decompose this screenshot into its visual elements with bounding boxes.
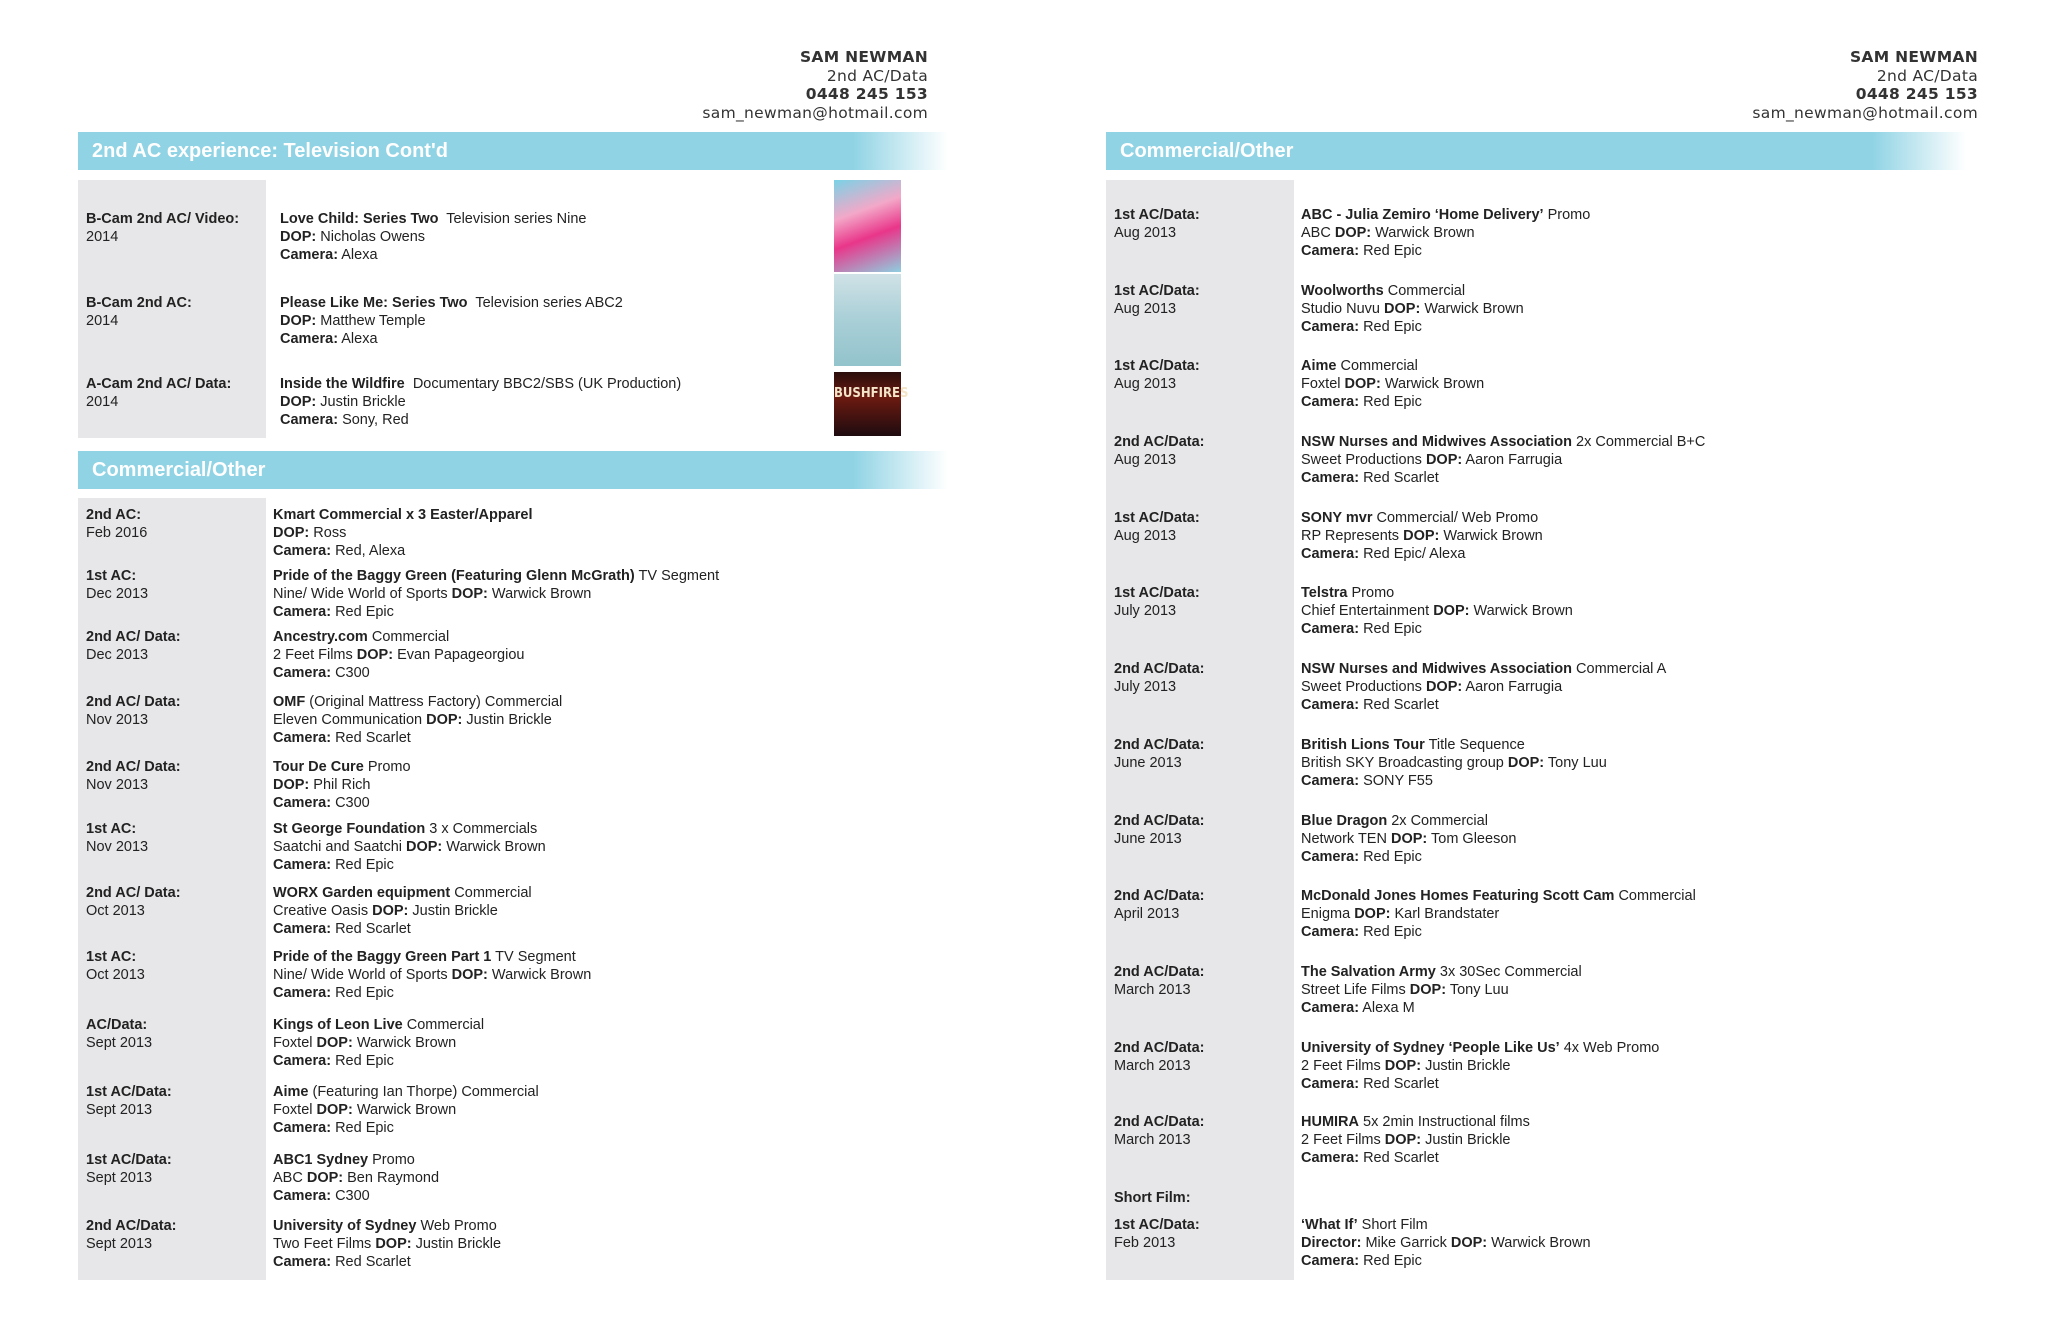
entry-role: 2nd AC/Data: <box>1114 434 1205 450</box>
entry-date: Nov 2013 <box>86 839 149 855</box>
entry-type: (Original Mattress Factory) Commercial <box>309 694 563 710</box>
camera-value: Red Scarlet <box>1363 697 1439 713</box>
entry-title: St George Foundation <box>273 821 426 837</box>
dop-value: Justin Brickle <box>412 903 498 919</box>
entry-title: HUMIRA <box>1301 1114 1359 1130</box>
contact-name: SAM NEWMAN <box>799 48 928 66</box>
director-label: Director: <box>1301 1235 1362 1251</box>
entry-type: Promo <box>1351 585 1395 601</box>
entry-date: July 2013 <box>1114 603 1177 619</box>
camera-value: Red Epic <box>335 1120 394 1136</box>
entry-title: The Salvation Army <box>1301 964 1436 980</box>
entry-role: 2nd AC/Data: <box>1114 888 1205 904</box>
dop-value: Phil Rich <box>313 777 371 793</box>
entry-type: Documentary BBC2/SBS (UK Production) <box>412 376 682 392</box>
dop-value: Matthew Temple <box>320 313 426 329</box>
entry-type: 3 x Commercials <box>429 821 538 837</box>
resume-page-left <box>0 0 960 1325</box>
contact-phone: 0448 245 153 <box>1855 85 1978 103</box>
camera-value: Red, Alexa <box>335 543 406 559</box>
dop-value: Warwick Brown <box>491 967 592 983</box>
camera-value: Red Scarlet <box>335 730 411 746</box>
entry-role: 1st AC/Data: <box>1114 1217 1200 1233</box>
camera-value: C300 <box>335 665 370 681</box>
camera-value: Alexa M <box>1362 1000 1415 1016</box>
entry-role: AC/Data: <box>86 1017 148 1033</box>
entry-role: 2nd AC/Data: <box>1114 964 1205 980</box>
camera-label: Camera: <box>280 412 339 428</box>
entry-type: Title Sequence <box>1428 737 1525 753</box>
entry-date: Aug 2013 <box>1114 452 1177 468</box>
entry-type: Commercial <box>371 629 450 645</box>
camera-value: C300 <box>335 1188 370 1204</box>
dop-label: DOP: <box>1384 1058 1422 1074</box>
entry-date: Dec 2013 <box>86 647 149 663</box>
production-company: Chief Entertainment <box>1301 603 1430 619</box>
camera-label: Camera: <box>280 331 339 347</box>
dop-label: DOP: <box>372 903 409 919</box>
dop-value: Warwick Brown <box>1443 528 1543 544</box>
section-heading-commercial: Commercial/Other <box>1106 132 1966 170</box>
camera-value: SONY F55 <box>1363 773 1433 789</box>
dop-label: DOP: <box>1344 376 1381 392</box>
entry-date: Sept 2013 <box>86 1035 153 1051</box>
camera-value: Red Scarlet <box>1363 470 1439 486</box>
camera-label: Camera: <box>1301 1253 1360 1269</box>
camera-label: Camera: <box>273 1254 332 1270</box>
entry-date: July 2013 <box>1114 679 1177 695</box>
production-company: Foxtel <box>273 1035 313 1051</box>
entry-title: Pride of the Baggy Green Part 1 <box>273 949 492 965</box>
camera-value: Red Epic <box>335 857 394 873</box>
contact-title: 2nd AC/Data <box>1876 66 1978 85</box>
dop-label: DOP: <box>406 839 443 855</box>
entry-title: Inside the Wildfire <box>280 376 405 392</box>
dop-value: Justin Brickle <box>1425 1132 1511 1148</box>
entry-role: 2nd AC/ Data: <box>86 759 181 775</box>
production-company: RP Represents <box>1301 528 1400 544</box>
entry-title: NSW Nurses and Midwives Association <box>1301 661 1572 677</box>
entry-role: 2nd AC/ Data: <box>86 885 181 901</box>
contact-name: SAM NEWMAN <box>1849 48 1978 66</box>
entry-title: Please Like Me: Series Two <box>280 295 468 311</box>
production-company: Foxtel <box>273 1102 313 1118</box>
tv-section <box>78 180 909 438</box>
camera-value: Red Scarlet <box>335 921 411 937</box>
entry-type: Commercial <box>1340 358 1418 374</box>
production-company: Sweet Productions <box>1301 679 1422 695</box>
please-like-me-cover-image <box>834 274 901 366</box>
bushfires-cover-title: BUSHFIRES <box>834 386 909 401</box>
entry-type: 4x Web Promo <box>1563 1040 1660 1056</box>
camera-label: Camera: <box>273 665 332 681</box>
contact-header <box>1752 48 1978 122</box>
camera-label: Camera: <box>273 1120 332 1136</box>
dop-label: DOP: <box>273 777 310 793</box>
dop-label: DOP: <box>280 394 317 410</box>
dop-label: DOP: <box>375 1236 412 1252</box>
entry-title: Aime <box>1301 358 1337 374</box>
dop-value: Evan Papageorgiou <box>397 647 525 663</box>
entry-type: Commercial <box>406 1017 485 1033</box>
entry-title: ABC - Julia Zemiro ‘Home Delivery’ <box>1301 207 1544 223</box>
entry-role: 1st AC/Data: <box>86 1084 172 1100</box>
entry-date: Feb 2013 <box>1114 1235 1176 1251</box>
dop-value: Warwick Brown <box>1384 376 1485 392</box>
entry-type: 3x 30Sec Commercial <box>1439 964 1582 980</box>
entry-title: SONY mvr <box>1301 510 1373 526</box>
entry-role: 2nd AC: <box>86 507 142 523</box>
dop-label: DOP: <box>273 525 310 541</box>
entry-type: 2x Commercial B+C <box>1576 434 1706 450</box>
entry-type: TV Segment <box>495 949 576 965</box>
entry-type: Promo <box>372 1152 415 1168</box>
entry-title: WORX Garden equipment <box>273 885 451 901</box>
dop-value: Aaron Farrugia <box>1465 679 1563 695</box>
camera-label: Camera: <box>1301 1150 1360 1166</box>
entry-role: 1st AC/Data: <box>1114 510 1200 526</box>
dop-label: DOP: <box>306 1170 344 1186</box>
entry-date: Feb 2016 <box>86 525 148 541</box>
camera-label: Camera: <box>1301 394 1360 410</box>
dop-label: DOP: <box>1390 831 1428 847</box>
camera-label: Camera: <box>1301 849 1360 865</box>
entry-type: Commercial/ Web Promo <box>1376 510 1539 526</box>
dop-label: DOP: <box>280 229 317 245</box>
entry-date: March 2013 <box>1114 1132 1191 1148</box>
entry-date: 2014 <box>86 313 119 329</box>
entry-title: Love Child: Series Two <box>280 211 439 227</box>
dop-value: Ben Raymond <box>347 1170 440 1186</box>
entry-type: 2x Commercial <box>1391 813 1488 829</box>
production-company: Sweet Productions <box>1301 452 1422 468</box>
entry-role: 2nd AC/Data: <box>1114 737 1205 753</box>
camera-label: Camera: <box>1301 470 1360 486</box>
camera-value: Red Epic/ Alexa <box>1363 546 1466 562</box>
dop-value: Tony Luu <box>1547 755 1607 771</box>
entry-date: Oct 2013 <box>86 903 145 919</box>
entry-date: Aug 2013 <box>1114 225 1177 241</box>
section-heading-tv: 2nd AC experience: Television Cont'd <box>78 132 948 170</box>
camera-label: Camera: <box>273 543 332 559</box>
production-company: British SKY Broadcasting group <box>1301 755 1504 771</box>
dop-label: DOP: <box>1334 225 1372 241</box>
contact-phone: 0448 245 153 <box>805 85 928 103</box>
entry-date: Sept 2013 <box>86 1236 153 1252</box>
dop-label: DOP: <box>316 1035 353 1051</box>
dop-label: DOP: <box>1409 982 1447 998</box>
camera-value: C300 <box>335 795 370 811</box>
entry-date: Nov 2013 <box>86 777 149 793</box>
entry-date: June 2013 <box>1114 755 1182 771</box>
dop-value: Justin Brickle <box>466 712 552 728</box>
camera-label: Camera: <box>1301 697 1360 713</box>
entry-title: University of Sydney <box>273 1218 417 1234</box>
entry-role: 2nd AC/Data: <box>1114 813 1205 829</box>
entry-role: 2nd AC/ Data: <box>86 694 181 710</box>
dop-label: DOP: <box>280 313 317 329</box>
production-company: Nine/ Wide World of Sports <box>273 967 448 983</box>
production-company: 2 Feet Films <box>1301 1132 1381 1148</box>
production-company: Network TEN <box>1301 831 1387 847</box>
entry-date: 2014 <box>86 229 119 245</box>
camera-value: Sony, Red <box>342 412 409 428</box>
entry-title: NSW Nurses and Midwives Association <box>1301 434 1572 450</box>
camera-value: Red Epic <box>1363 849 1422 865</box>
production-company: 2 Feet Films <box>1301 1058 1381 1074</box>
entry-title: Woolworths <box>1301 283 1384 299</box>
entry-role: 1st AC/Data: <box>1114 585 1200 601</box>
production-company: Two Feet Films <box>273 1236 372 1252</box>
entry-title: Ancestry.com <box>273 629 368 645</box>
camera-value: Red Epic <box>335 1053 394 1069</box>
camera-value: Red Epic <box>1363 319 1422 335</box>
production-company: Foxtel <box>1301 376 1341 392</box>
entry-type: 5x 2min Instructional films <box>1363 1114 1530 1130</box>
entry-date: Nov 2013 <box>86 712 149 728</box>
camera-label: Camera: <box>1301 1000 1360 1016</box>
entry-role: 1st AC/Data: <box>1114 207 1200 223</box>
entry-role: 2nd AC/Data: <box>86 1218 177 1234</box>
production-company: Eleven Communication <box>273 712 423 728</box>
dop-value: Warwick Brown <box>356 1035 457 1051</box>
camera-label: Camera: <box>1301 621 1360 637</box>
camera-value: Red Epic <box>1363 243 1422 259</box>
entry-title: Blue Dragon <box>1301 813 1388 829</box>
dop-label: DOP: <box>426 712 463 728</box>
camera-label: Camera: <box>273 921 332 937</box>
production-company: Studio Nuvu <box>1301 301 1380 317</box>
dop-label: DOP: <box>316 1102 353 1118</box>
entry-date: Sept 2013 <box>86 1102 153 1118</box>
dop-value: Justin Brickle <box>1425 1058 1511 1074</box>
entry-date: Aug 2013 <box>1114 301 1177 317</box>
production-company: Enigma <box>1301 906 1351 922</box>
dop-value: Warwick Brown <box>1491 1235 1591 1251</box>
camera-label: Camera: <box>1301 546 1360 562</box>
camera-value: Red Epic <box>1363 924 1422 940</box>
entry-title: Tour De Cure <box>273 759 364 775</box>
entry-title: ABC1 Sydney <box>273 1152 369 1168</box>
dop-label: DOP: <box>1425 452 1463 468</box>
entry-role: B-Cam 2nd AC/ Video: <box>86 211 240 227</box>
camera-value: Red Scarlet <box>335 1254 411 1270</box>
bushfires-cover-image <box>834 372 909 436</box>
camera-label: Camera: <box>273 857 332 873</box>
camera-label: Camera: <box>273 1188 332 1204</box>
entry-title: University of Sydney ‘People Like Us’ <box>1301 1040 1560 1056</box>
entry-role: 1st AC: <box>86 949 137 965</box>
camera-label: Camera: <box>1301 924 1360 940</box>
entry-role: 2nd AC/ Data: <box>86 629 181 645</box>
dop-value: Justin Brickle <box>320 394 406 410</box>
dop-value: Warwick Brown <box>1473 603 1573 619</box>
entry-type: Commercial <box>454 885 532 901</box>
commercial-section-right <box>1106 180 1930 1280</box>
entry-title: Aime <box>273 1084 309 1100</box>
dop-value: Warwick Brown <box>446 839 546 855</box>
entry-role: 1st AC/Data: <box>1114 358 1200 374</box>
dop-label: DOP: <box>1450 1235 1488 1251</box>
production-company: Saatchi and Saatchi <box>273 839 402 855</box>
camera-value: Red Epic <box>335 604 394 620</box>
entry-type: Commercial <box>1618 888 1696 904</box>
entry-type: Television series Nine <box>446 211 587 227</box>
entry-role: 1st AC: <box>86 821 137 837</box>
dop-value: Justin Brickle <box>415 1236 502 1252</box>
entry-date: Aug 2013 <box>1114 376 1177 392</box>
entry-date: Aug 2013 <box>1114 528 1177 544</box>
entry-title: ‘What If’ <box>1301 1217 1358 1233</box>
dop-value: Aaron Farrugia <box>1465 452 1563 468</box>
dop-label: DOP: <box>451 586 488 602</box>
camera-value: Red Scarlet <box>1363 1076 1439 1092</box>
production-company: ABC <box>273 1170 303 1186</box>
camera-label: Camera: <box>273 604 332 620</box>
entry-date: June 2013 <box>1114 831 1182 847</box>
entry-type: Web Promo <box>420 1218 497 1234</box>
camera-value: Red Epic <box>1363 394 1422 410</box>
entry-role: 2nd AC/Data: <box>1114 1040 1205 1056</box>
entry-role: A-Cam 2nd AC/ Data: <box>86 376 232 392</box>
entry-type: (Featuring Ian Thorpe) Commercial <box>312 1084 539 1100</box>
commercial-section-left <box>78 498 902 1280</box>
camera-label: Camera: <box>1301 773 1360 789</box>
dop-value: Karl Brandstater <box>1394 906 1500 922</box>
entry-type: TV Segment <box>638 568 720 584</box>
camera-label: Camera: <box>1301 1076 1360 1092</box>
camera-value: Alexa <box>341 247 378 263</box>
camera-label: Camera: <box>1301 319 1360 335</box>
entry-date: 2014 <box>86 394 119 410</box>
camera-value: Red Scarlet <box>1363 1150 1439 1166</box>
dop-value: Warwick Brown <box>1424 301 1524 317</box>
entry-role: 2nd AC/Data: <box>1114 1114 1205 1130</box>
entry-role: 1st AC/Data: <box>1114 283 1200 299</box>
dop-label: DOP: <box>1384 1132 1422 1148</box>
entry-date: March 2013 <box>1114 982 1191 998</box>
contact-header <box>702 48 928 122</box>
dop-value: Warwick Brown <box>491 586 592 602</box>
camera-label: Camera: <box>280 247 339 263</box>
love-child-cover-image <box>834 180 901 272</box>
section-heading-commercial: Commercial/Other <box>78 451 948 489</box>
director-value: Mike Garrick <box>1365 1235 1447 1251</box>
camera-value: Red Epic <box>1363 621 1422 637</box>
resume-page-right <box>1028 0 2048 1325</box>
camera-value: Red Epic <box>1363 1253 1422 1269</box>
entry-title: Kings of Leon Live <box>273 1017 403 1033</box>
camera-label: Camera: <box>273 795 332 811</box>
entry-date: Sept 2013 <box>86 1170 153 1186</box>
dop-label: DOP: <box>1433 603 1470 619</box>
entry-type: Promo <box>1547 207 1591 223</box>
dop-label: DOP: <box>356 647 394 663</box>
dop-label: DOP: <box>1354 906 1391 922</box>
contact-title: 2nd AC/Data <box>826 66 928 85</box>
entry-role: B-Cam 2nd AC: <box>86 295 192 311</box>
production-company: Creative Oasis <box>273 903 369 919</box>
camera-value: Alexa <box>341 331 378 347</box>
dop-label: DOP: <box>1425 679 1463 695</box>
entry-title: OMF <box>273 694 306 710</box>
camera-value: Red Epic <box>335 985 394 1001</box>
entry-type: Commercial <box>1387 283 1466 299</box>
entry-title: McDonald Jones Homes Featuring Scott Cam <box>1301 888 1615 904</box>
entry-role: 2nd AC/Data: <box>1114 661 1205 677</box>
dop-value: Warwick Brown <box>1375 225 1475 241</box>
dop-value: Warwick Brown <box>356 1102 457 1118</box>
entry-type: Short Film <box>1361 1217 1428 1233</box>
production-company: Nine/ Wide World of Sports <box>273 586 448 602</box>
entry-role: 1st AC/Data: <box>86 1152 172 1168</box>
dop-value: Tony Luu <box>1449 982 1509 998</box>
camera-label: Camera: <box>273 1053 332 1069</box>
entry-title: Pride of the Baggy Green (Featuring Glenn McGrath) <box>273 568 635 584</box>
entry-type: Promo <box>367 759 411 775</box>
dop-label: DOP: <box>1384 301 1421 317</box>
dop-label: DOP: <box>1507 755 1545 771</box>
dop-value: Tom Gleeson <box>1431 831 1517 847</box>
entry-title: Kmart Commercial x 3 Easter/Apparel <box>273 507 533 523</box>
short-film-label: Short Film: <box>1114 1190 1191 1206</box>
contact-email: sam_newman@hotmail.com <box>1752 103 1978 122</box>
entry-date: March 2013 <box>1114 1058 1191 1074</box>
entry-title: Telstra <box>1301 585 1348 601</box>
entry-type: Commercial A <box>1576 661 1667 677</box>
entry-type: Television series ABC2 <box>475 295 623 311</box>
camera-label: Camera: <box>273 985 332 1001</box>
entry-date: Oct 2013 <box>86 967 145 983</box>
entry-date: April 2013 <box>1114 906 1180 922</box>
entry-title: British Lions Tour <box>1301 737 1425 753</box>
production-company: ABC <box>1301 225 1331 241</box>
dop-value: Ross <box>313 525 347 541</box>
production-company: 2 Feet Films <box>273 647 353 663</box>
camera-label: Camera: <box>273 730 332 746</box>
camera-label: Camera: <box>1301 243 1360 259</box>
entry-date: Dec 2013 <box>86 586 149 602</box>
production-company: Street Life Films <box>1301 982 1406 998</box>
dop-value: Nicholas Owens <box>320 229 426 245</box>
entry-role: 1st AC: <box>86 568 137 584</box>
dop-label: DOP: <box>1403 528 1440 544</box>
dop-label: DOP: <box>451 967 488 983</box>
contact-email: sam_newman@hotmail.com <box>702 103 928 122</box>
